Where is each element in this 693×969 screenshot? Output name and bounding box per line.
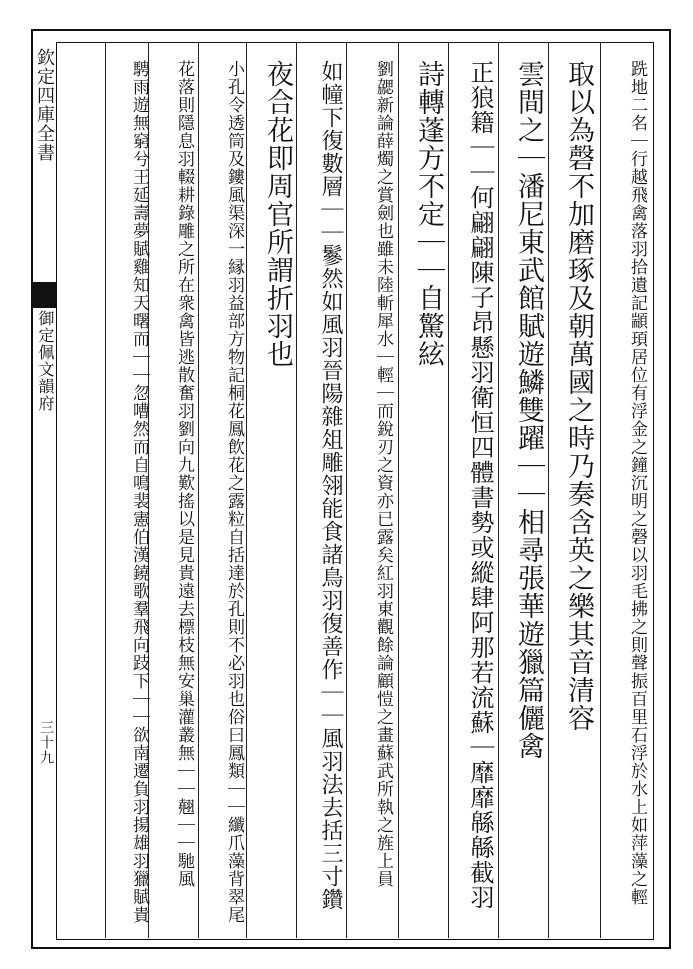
text-column-4: 正狼籍｜｜何翩翩陳子昂懸羽衛恒四體書勢或縱肆阿那若流蘇｜靡靡緜緜截羽 (466, 60, 494, 910)
column-rule (498, 42, 499, 938)
column-rule (398, 42, 399, 938)
collection-title: 欽定四庫全書 (34, 48, 55, 162)
column-rule (198, 42, 199, 938)
column-rule (246, 42, 247, 938)
column-rule (296, 42, 297, 938)
text-column-3: 雲間之｜潘尼東武館賦遊鱗雙躍｜｜相尋張華遊獵篇儷禽 (513, 60, 544, 760)
text-column-2: 取以為磬不加磨琢及朝萬國之時乃奏含英之樂其音清容 (563, 60, 594, 732)
text-column-10: 花落則隱息羽輟耕錄雕之所在衆禽皆逃散奮羽劉向九歎搖以是見貴遠去標枝無安巢灌叢無｜｜翹｜｜馳風 (174, 60, 194, 888)
text-column-11: 騁雨遊無窮兮王延壽夢賦雞知天曙而｜｜忽嘈然而自鳴裴憲伯漢鐃歌羣飛向跂下｜｜欲南遷負羽揚雄羽獵賦貴 (129, 60, 149, 924)
text-column-7: 如幢下復數層｜｜鬖然如風羽晉陽雜俎雕翎能食諸鳥羽復善作｜｜風羽法去括三寸鑽 (318, 60, 343, 911)
column-rule (346, 42, 347, 938)
column-rule (105, 42, 106, 938)
margin-strip (33, 31, 55, 943)
fishtail-mark (33, 282, 56, 308)
column-rule (600, 42, 601, 938)
column-rule (548, 42, 549, 938)
text-column-9: 小孔令透筒及鏤風渠深一縁羽益部方物記桐花鳳飲花之露粒自括達於孔則不必羽也俗曰鳳類｜｜纖爪藻背翠尾 (224, 60, 244, 924)
book-title: 御定佩文韻府 (36, 310, 55, 412)
text-column-8: 夜合花即周官所謂折羽也 (262, 60, 293, 368)
text-column-1: 跣地二名｜行越飛禽落羽拾遺記顓頊居位有浮金之鐘沉明之磬以羽毛拂之則聲振百里石浮於水上如萍藻之輕 (627, 60, 647, 906)
page-number: 三十九 (38, 720, 54, 765)
column-rule (448, 42, 449, 938)
text-column-6: 劉勰新論薛燭之賞劍也雖未陸斬犀水｜輕｜而銳刃之資亦已露矣紅羽東觀餘論顧愷之畫蘇武所執之旌上員 (373, 60, 393, 888)
text-column-5: 詩轉蓬方不定｜｜自驚絃 (413, 60, 444, 368)
